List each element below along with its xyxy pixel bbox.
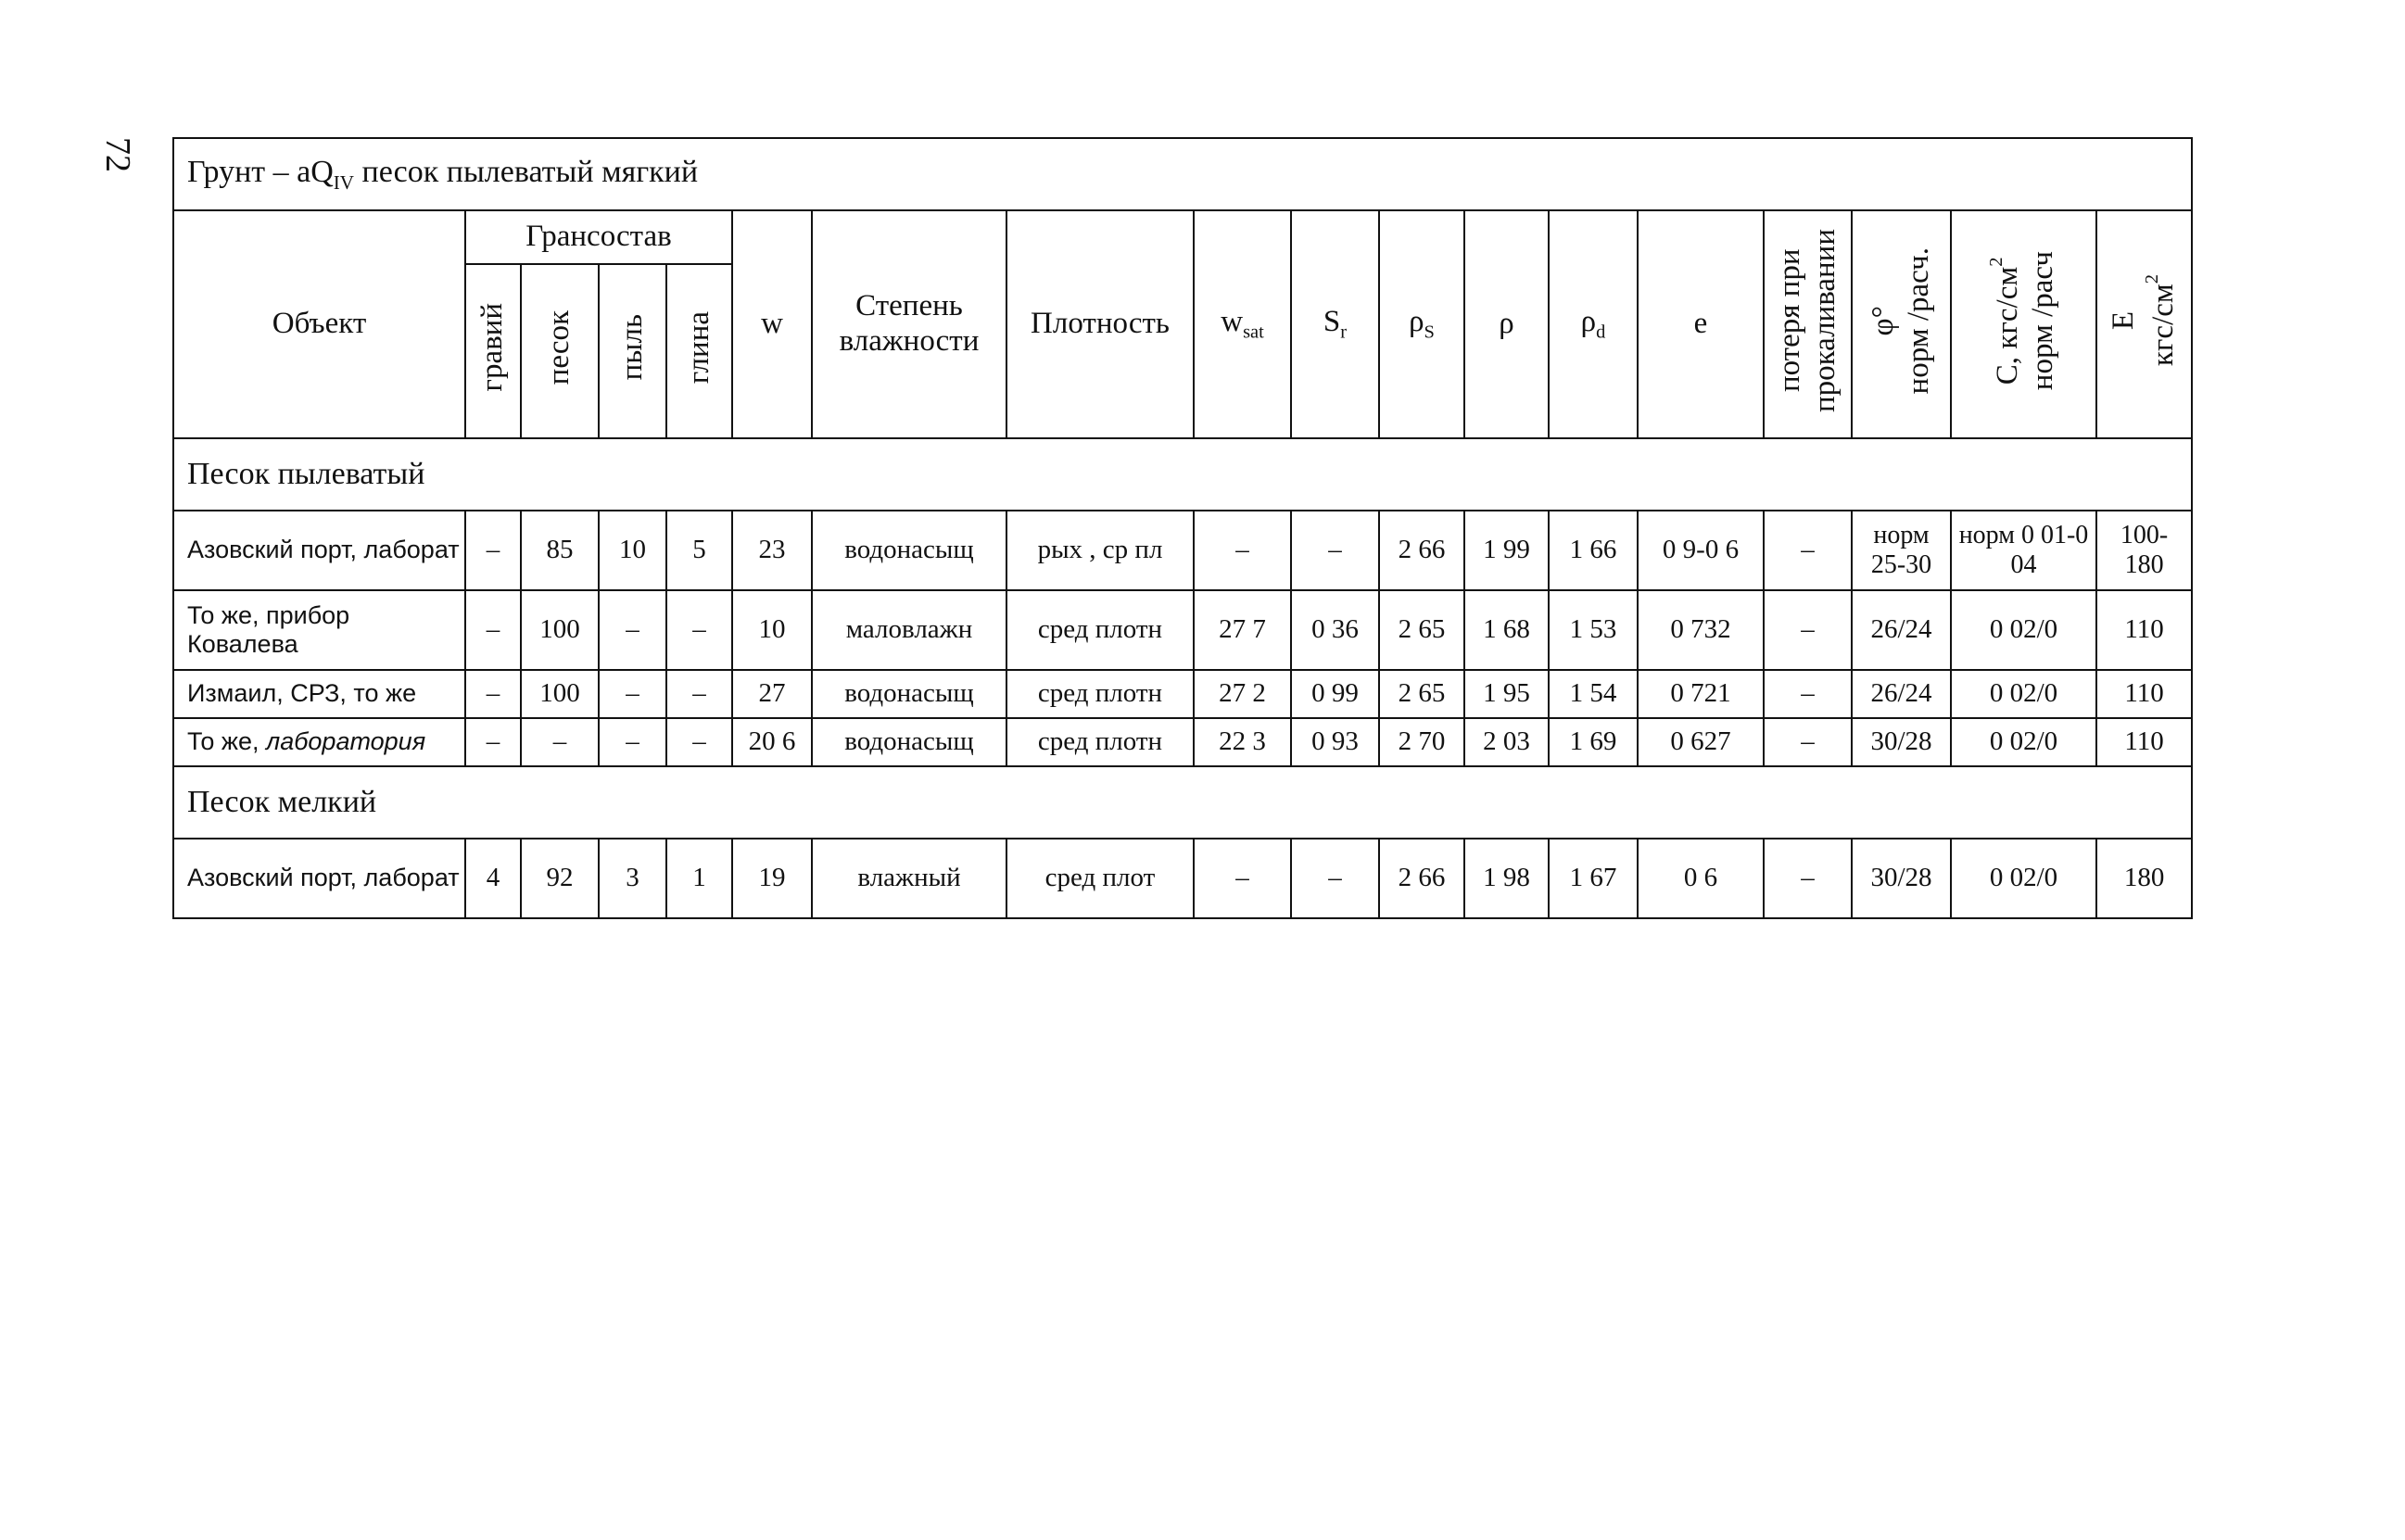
cell-sand: 92	[521, 839, 599, 918]
cell-gravel: –	[465, 511, 521, 590]
header-modulus-e: Е кгс/$см^2$	[2096, 210, 2192, 438]
cell-rho-s: 2 70	[1379, 718, 1464, 766]
cell-phi: 30/28	[1852, 839, 1951, 918]
cell-moisture: влажный	[812, 839, 1006, 918]
header-e: e	[1638, 210, 1764, 438]
table-row	[173, 511, 2192, 590]
cell-cohesion: 0 02/0	[1951, 839, 2096, 918]
cell-rho-d: 1 67	[1549, 839, 1638, 918]
cell-w: 23	[732, 511, 812, 590]
table-row	[173, 718, 2192, 766]
cell-dust: 10	[599, 511, 666, 590]
cell-modulus: 110	[2096, 590, 2192, 670]
cell-phi: 26/24	[1852, 590, 1951, 670]
header-moisture-degree: Степень влажности	[812, 210, 1006, 438]
cell-sr: –	[1291, 511, 1379, 590]
cell-rho: 1 99	[1464, 511, 1549, 590]
cell-sr: –	[1291, 839, 1379, 918]
header-gransostav: Грансостав	[465, 210, 732, 264]
soil-properties-table	[172, 137, 2193, 919]
cell-phi: норм 25-30	[1852, 511, 1951, 590]
header-rho-s: $\rho_S$	[1379, 210, 1464, 438]
header-cohesion: С, кгс/$см^2$ норм /расч	[1951, 210, 2096, 438]
cell-object: Азовский порт, лаборат	[173, 839, 465, 918]
header-dust: пыль	[599, 264, 666, 438]
cell-moisture: водонасыщ	[812, 511, 1006, 590]
cell-rho: 1 95	[1464, 670, 1549, 718]
cell-wsat: –	[1194, 839, 1291, 918]
cell-object: То же, лаборатория	[173, 718, 465, 766]
cell-density: сред плот	[1006, 839, 1194, 918]
cell-moisture: водонасыщ	[812, 718, 1006, 766]
cell-rho-s: 2 66	[1379, 839, 1464, 918]
cell-wsat: –	[1194, 511, 1291, 590]
group-row	[173, 766, 2192, 839]
cell-moisture: водонасыщ	[812, 670, 1006, 718]
cell-modulus: 110	[2096, 670, 2192, 718]
header-density: Плотность	[1006, 210, 1194, 438]
cell-dust: –	[599, 718, 666, 766]
cell-density: рых , ср пл	[1006, 511, 1194, 590]
cell-wsat: 27 2	[1194, 670, 1291, 718]
cell-density: сред плотн	[1006, 718, 1194, 766]
cell-rho-s: 2 65	[1379, 670, 1464, 718]
cell-loss: –	[1764, 839, 1852, 918]
cell-clay: –	[666, 718, 732, 766]
table-title: Грунт – $aQ_{IV}$ песок пылеватый мягкий	[173, 138, 2192, 210]
cell-w: 27	[732, 670, 812, 718]
cell-wsat: 22 3	[1194, 718, 1291, 766]
cell-sand: –	[521, 718, 599, 766]
cell-object: То же, прибор Ковалева	[173, 590, 465, 670]
table-row	[173, 590, 2192, 670]
cell-loss: –	[1764, 590, 1852, 670]
header-phi: φ° норм /расч.	[1852, 210, 1951, 438]
header-object: Объект	[173, 210, 465, 438]
cell-rho-s: 2 65	[1379, 590, 1464, 670]
cell-loss: –	[1764, 511, 1852, 590]
cell-rho-s: 2 66	[1379, 511, 1464, 590]
header-clay: глина	[666, 264, 732, 438]
cell-rho: 1 98	[1464, 839, 1549, 918]
header-rho: ρ	[1464, 210, 1549, 438]
cell-clay: –	[666, 590, 732, 670]
cell-e: 0 6	[1638, 839, 1764, 918]
cell-e: 0 9-0 6	[1638, 511, 1764, 590]
table-row	[173, 670, 2192, 718]
cell-clay: 1	[666, 839, 732, 918]
group-title: Песок пылеватый	[173, 438, 2192, 511]
header-sand: песок	[521, 264, 599, 438]
cell-loss: –	[1764, 670, 1852, 718]
cell-w: 19	[732, 839, 812, 918]
cell-phi: 26/24	[1852, 670, 1951, 718]
cell-e: 0 627	[1638, 718, 1764, 766]
cell-object: Измаил, СРЗ, то же	[173, 670, 465, 718]
cell-clay: 5	[666, 511, 732, 590]
header-wsat: $w_{sat}$	[1194, 210, 1291, 438]
cell-object: Азовский порт, лаборат	[173, 511, 465, 590]
cell-rho: 2 03	[1464, 718, 1549, 766]
cell-density: сред плотн	[1006, 590, 1194, 670]
cell-e: 0 721	[1638, 670, 1764, 718]
cell-loss: –	[1764, 718, 1852, 766]
cell-sand: 85	[521, 511, 599, 590]
group-row	[173, 438, 2192, 511]
cell-wsat: 27 7	[1194, 590, 1291, 670]
cell-rho-d: 1 66	[1549, 511, 1638, 590]
cell-rho-d: 1 69	[1549, 718, 1638, 766]
cell-cohesion: 0 02/0	[1951, 718, 2096, 766]
cell-e: 0 732	[1638, 590, 1764, 670]
cell-w: 20 6	[732, 718, 812, 766]
cell-sand: 100	[521, 670, 599, 718]
cell-cohesion: норм 0 01-0 04	[1951, 511, 2096, 590]
cell-gravel: –	[465, 590, 521, 670]
group-title: Песок мелкий	[173, 766, 2192, 839]
cell-density: сред плотн	[1006, 670, 1194, 718]
table-row	[173, 839, 2192, 918]
table-title-row	[173, 138, 2192, 210]
cell-w: 10	[732, 590, 812, 670]
cell-moisture: маловлажн	[812, 590, 1006, 670]
cell-rho-d: 1 53	[1549, 590, 1638, 670]
cell-clay: –	[666, 670, 732, 718]
cell-dust: 3	[599, 839, 666, 918]
cell-modulus: 100-180	[2096, 511, 2192, 590]
cell-rho: 1 68	[1464, 590, 1549, 670]
cell-gravel: 4	[465, 839, 521, 918]
cell-modulus: 110	[2096, 718, 2192, 766]
cell-sr: 0 99	[1291, 670, 1379, 718]
cell-rho-d: 1 54	[1549, 670, 1638, 718]
header-gravel: гравий	[465, 264, 521, 438]
cell-modulus: 180	[2096, 839, 2192, 918]
cell-sand: 100	[521, 590, 599, 670]
header-rho-d: $\rho_d$	[1549, 210, 1638, 438]
cell-dust: –	[599, 590, 666, 670]
header-sr: $S_r$	[1291, 210, 1379, 438]
header-row-1	[173, 210, 2192, 264]
cell-cohesion: 0 02/0	[1951, 590, 2096, 670]
cell-sr: 0 93	[1291, 718, 1379, 766]
cell-phi: 30/28	[1852, 718, 1951, 766]
header-loss-on-ignition: потеря при прокаливании	[1764, 210, 1852, 438]
header-w: w	[732, 210, 812, 438]
page-number: 72	[98, 137, 137, 172]
cell-gravel: –	[465, 718, 521, 766]
cell-dust: –	[599, 670, 666, 718]
cell-cohesion: 0 02/0	[1951, 670, 2096, 718]
cell-gravel: –	[465, 670, 521, 718]
cell-sr: 0 36	[1291, 590, 1379, 670]
